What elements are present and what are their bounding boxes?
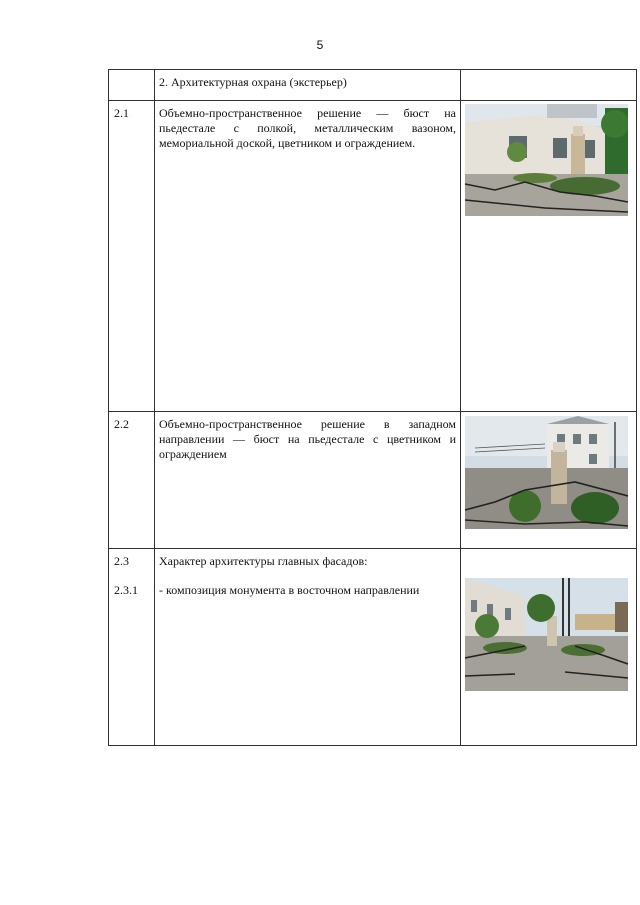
section-title: 2. Архитектурная охрана (экстерьер) (155, 70, 461, 101)
monument-east-photo (465, 578, 628, 691)
monument-building-photo (465, 104, 628, 216)
row-number: 2.1 (109, 101, 155, 412)
header-image-cell (461, 70, 637, 101)
row-number-cell (109, 549, 155, 746)
page-number: 5 (316, 38, 324, 52)
table-row (109, 412, 637, 549)
row-image-cell (461, 412, 637, 549)
table-row (109, 101, 637, 412)
row-number: 2.2 (109, 412, 155, 549)
row-description: Объемно-пространственное решение — бюст на пьедестале с полкой, металлическим вазоном, мемориальной доской, цветником и ограждением. (155, 101, 461, 412)
row-subdescription: - композиция монумента в восточном направлении (159, 583, 420, 597)
monument-west-photo (465, 416, 628, 529)
header-num-cell (109, 70, 155, 101)
table-row (109, 549, 637, 746)
table-header-row (109, 70, 637, 101)
row-image-cell (461, 101, 637, 412)
row-number: 2.3 (114, 554, 129, 568)
document-table (108, 69, 637, 746)
row-subnumber: 2.3.1 (114, 583, 138, 597)
row-description: Объемно-пространственное решение в западном направлении — бюст на пьедестале с цветником и ограждением (155, 412, 461, 549)
row-image-cell (461, 549, 637, 746)
row-description-cell (155, 549, 461, 746)
row-description: Характер архитектуры главных фасадов: (159, 554, 368, 568)
